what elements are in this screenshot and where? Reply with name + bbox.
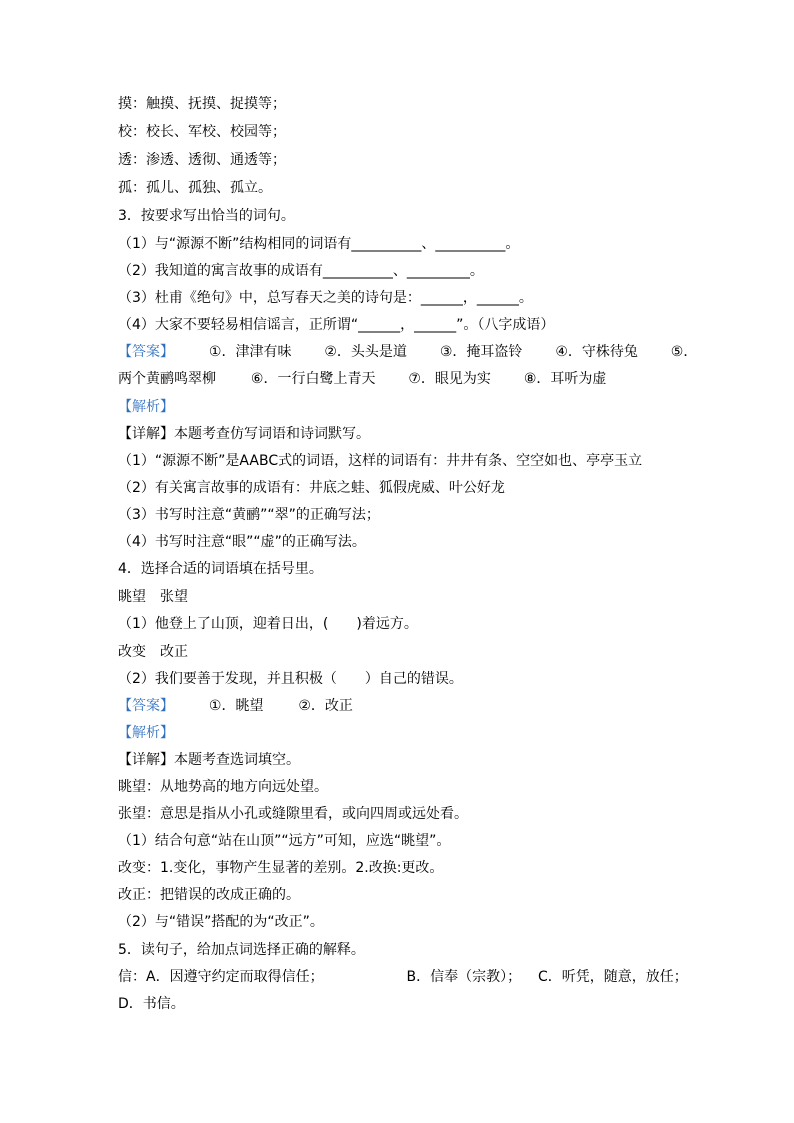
answer-part: ⑧．耳听为虚 [523,371,607,387]
option-c: C．听凭，随意，放任； [538,969,688,985]
detail-text: 本题考查选词填空。 [174,752,300,768]
answer-part: ⑦．眼见为实 [408,371,491,387]
q4-item-2: （2）我们要善于发现，并且积极（ ）自己的错误。 [118,671,463,687]
q3-analysis-label: 【解析】 [118,399,174,415]
answer-label: 【答案】 [118,698,174,714]
option-a: 信：A．因遵守约定而取得信任； [118,969,324,985]
q4-group-2: 改变 改正 [118,644,188,660]
q3-detail-item-1: （1）“源源不断”是AABC式的词语，这样的词语有：井井有条、空空如也、亭亭玉立 [118,453,643,469]
q4-line-3: （1）结合句意“站在山顶”“远方”可知，应选“眺望”。 [118,833,451,849]
answer-label: 【答案】 [118,344,174,360]
q4-analysis-label: 【解析】 [118,725,174,741]
q3-answer-line-2 [118,370,606,388]
q4-answer-line [118,697,353,715]
word-line-xiao: 校：校长、军校、校园等； [118,124,286,140]
q3-item-2: （2）我知道的寓言故事的成语有__________、_________。 [118,263,484,279]
q3-item-1: （1）与“源源不断”结构相同的词语有__________、__________。 [118,236,520,252]
q4-line-6: （2）与“错误”搭配的为“改正”。 [118,914,324,930]
answer-part: ⑥．一行白鹭上青天 [250,371,376,387]
option-b: B．信奉（宗教）； [406,969,522,985]
q4-item-1: （1）他登上了山顶，迎着日出，( )着远方。 [118,616,418,632]
word-line-tou: 透：渗透、透彻、通透等； [118,152,286,168]
q4-line-4: 改变：1.变化，事物产生显著的差别。2.改换:更改。 [118,860,444,876]
q3-item-3: （3）杜甫《绝句》中，总写春天之美的诗句是：______，______。 [118,290,533,306]
q3-detail-item-2: （2）有关寓言故事的成语有：井底之蛙、狐假虎威、叶公好龙 [118,480,505,496]
answer-part: ②．改正 [298,698,353,714]
q3-detail-line [118,425,370,443]
q5-option-line-1 [118,968,688,986]
q5-option-line-2: D．书信。 [118,996,185,1012]
word-line-mo: 摸：触摸、抚摸、捉摸等； [118,96,286,112]
q3-title: 3．按要求写出恰当的词句。 [118,208,295,224]
detail-label: 【详解】 [118,752,174,768]
word-line-gu: 孤：孤儿、孤独、孤立。 [118,180,272,196]
answer-part: ④．守株待兔 [555,344,638,360]
detail-label: 【详解】 [118,426,174,442]
q4-line-5: 改正：把错误的改成正确的。 [118,887,300,903]
q4-title: 4．选择合适的词语填在括号里。 [118,561,323,577]
q3-detail-item-4: （4）书写时注意“眼”“虚”的正确写法。 [118,534,366,550]
q4-detail-line [118,751,300,769]
q5-title: 5．读句子，给加点词选择正确的解释。 [118,942,365,958]
q3-detail-item-3: （3）书写时注意“黄鹂”“翠”的正确写法； [118,507,380,523]
q4-line-2: 张望：意思是指从小孔或缝隙里看，或向四周或远处看。 [118,806,468,822]
q4-line-1: 眺望：从地势高的地方向远处望。 [118,779,328,795]
detail-text: 本题考查仿写词语和诗词默写。 [174,426,370,442]
answer-part: 两个黄鹂鸣翠柳 [118,371,216,387]
answer-part: ⑤． [670,344,698,360]
answer-part: ①．津津有味 [208,344,292,360]
q3-answer-line [118,343,697,361]
answer-part: ①．眺望 [208,698,264,714]
answer-part: ②．头头是道 [324,344,407,360]
answer-part: ③．掩耳盗铃 [439,344,523,360]
q3-item-4: （4）大家不要轻易相信谣言，正所谓“______，______”。（八字成语） [118,317,555,333]
q4-group-1: 眺望 张望 [118,589,188,605]
